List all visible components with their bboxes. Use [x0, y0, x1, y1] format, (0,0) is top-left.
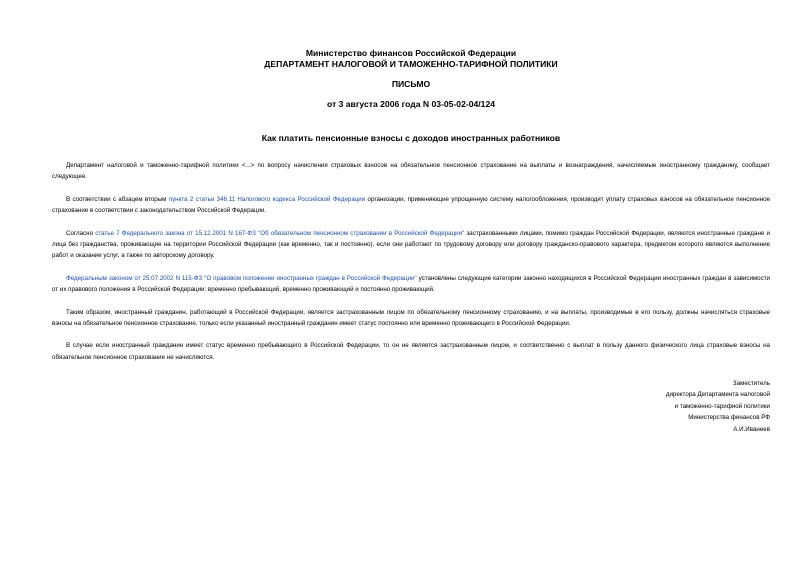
document-title: Как платить пенсионные взносы с доходов иностранных работников: [261, 133, 561, 143]
paragraph-3: [52, 228, 770, 262]
paragraph-5-text: Таким образом, иностранный гражданин, работающий в Российской Федерации, является застрахованным лицом по обязательному пенсионному страхованию, и на выплаты, производимые в его пользу, должны начисляться страховые взносы на обязательное пенсионное страхование, только если указанный иностранный гражданин имеет статус постоянно или временно проживающего в Российской Федерации.: [52, 308, 770, 328]
paragraph-6: [52, 340, 770, 363]
signature-line-1: Заместитель: [732, 380, 770, 387]
paragraph-3-before: Согласно: [66, 229, 96, 237]
signature-line-4: Министерства финансов РФ: [688, 414, 770, 422]
signer-name: А.И.Иванеев: [733, 425, 770, 433]
paragraph-6-text: В случае если иностранный гражданин имеет статус временно пребывающего в Российской Федерации, то он не является застрахованным лицом, и соответственно с выплат в пользу данного физического лица страховые взносы на обязательное пенсионное страхование не начисляются.: [52, 342, 770, 361]
paragraph-2: [52, 194, 770, 217]
paragraph-3-after: застрахованными лицами, помимо граждан Российской Федерации, являются иностранные граждане и лица без гражданства, проживающие на территории Российской Федерации (как временно, так и постоянно), если они работают по трудовому договору или договору гражданско-правового характера, предметом которого являются выполнение работ и оказание услуг, а также по авторскому договору.: [52, 229, 770, 260]
document-type: ПИСЬМО: [391, 79, 431, 89]
paragraph-4: [52, 273, 770, 296]
paragraph-4-after: установлены следующие категории законно находящихся в Российской Федерации иностранных граждан в зависимости от их правового положения в Российской Федерации: временно пребывающий, временно проживающий и постоянно проживающий.: [52, 274, 771, 294]
paragraph-5: [52, 307, 770, 330]
document-page: [52, 0, 770, 571]
document-body: [52, 160, 770, 374]
department-name: ДЕПАРТАМЕНТ НАЛОГОВОЙ И ТАМОЖЕННО-ТАРИФНОЙ ПОЛИТИКИ: [264, 59, 558, 69]
paragraph-1: [52, 160, 770, 183]
ministry-name: Министерство финансов Российской Федерации: [305, 48, 517, 58]
paragraph-1-text: Департамент налоговой и таможенно-тарифной политики <...> по вопросу начисления страховых взносов на обязательное пенсионное страхование на выплаты и вознаграждения, начисляемые иностранному гражданину, сообщает следующее.: [52, 162, 770, 181]
paragraph-2-after: организации, применяющие упрощенную систему налогообложения, производят уплату страховых взносов на обязательное пенсионное страхование в соответствии с законодательством Российской Федерации.: [52, 195, 771, 215]
paragraph-2-before: В соответствии с абзацем вторым: [66, 195, 169, 203]
signature-line-2: директора Департамента налоговой: [665, 391, 770, 399]
tax-code-link[interactable]: пункта 2 статьи 346.11 Налогового кодекса Российской Федерации: [168, 195, 366, 203]
signature-line-3: и таможенно-тарифной политики: [674, 402, 770, 410]
pension-law-link[interactable]: статье 7 Федерального закона от 15.12.2001 N 167-ФЗ "Об обязательном пенсионном страховании в Российской Федерации": [95, 229, 465, 237]
foreign-citizens-law-link[interactable]: Федеральным законом от 25.07.2002 N 115-ФЗ "О правовом положении иностранных граждан в Российской Федерации": [66, 274, 417, 282]
document-header: [52, 48, 770, 70]
document-date: от 3 августа 2006 года N 03-05-02-04/124: [326, 99, 496, 109]
signature-block: [666, 378, 770, 435]
